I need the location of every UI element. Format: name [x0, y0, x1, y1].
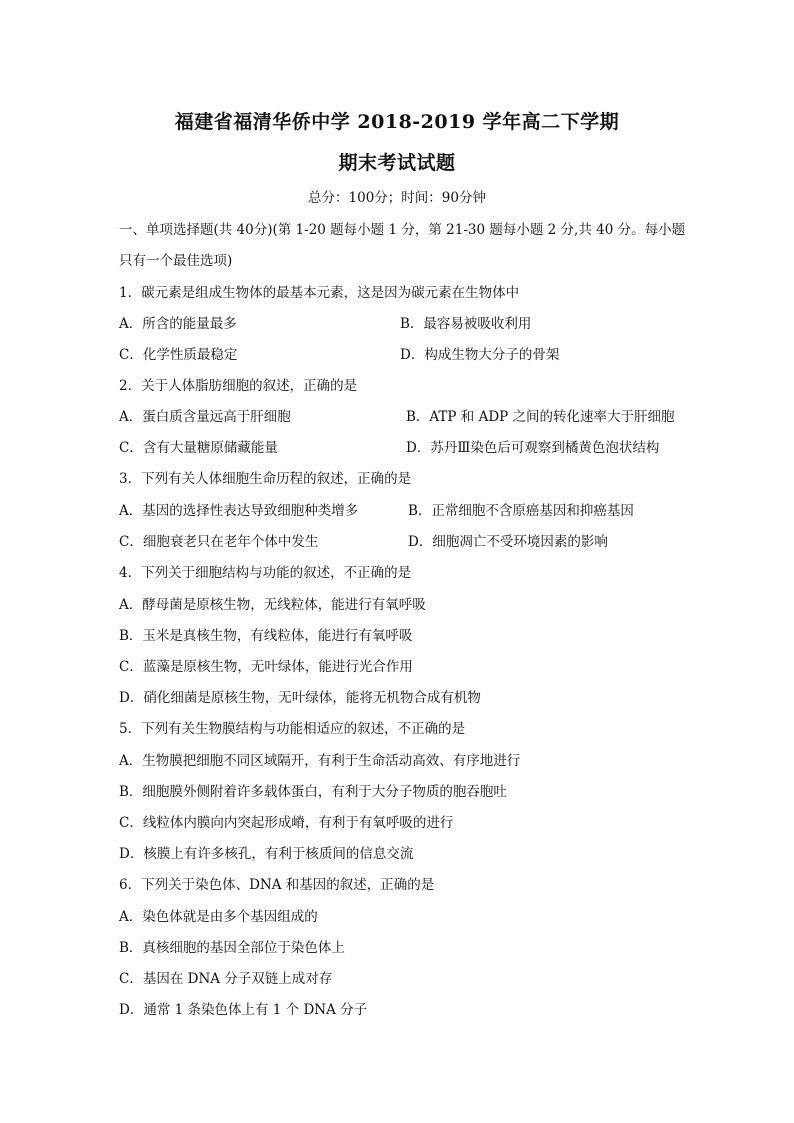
option-b: B．ATP 和 ADP 之间的转化速率大于肝细胞: [406, 409, 675, 425]
question-stem: 4．下列关于细胞结构与功能的叙述，不正确的是: [119, 565, 412, 581]
option-c: C．线粒体内膜向内突起形成嵴，有利于有氧呼吸的进行: [119, 815, 454, 831]
option-a: A．基因的选择性表达导致细胞种类增多: [119, 503, 359, 519]
question-stem: 5．下列有关生物膜结构与功能相适应的叙述，不正确的是: [119, 721, 466, 737]
exam-subtitle: 期末考试试题: [338, 152, 456, 174]
option-c: C．基因在 DNA 分子双链上成对存: [119, 971, 333, 987]
option-a: A．生物膜把细胞不同区域隔开，有利于生命活动高效、有序地进行: [119, 753, 521, 769]
section-heading: 一、单项选择题(共 40分)(第 1-20 题每小题 1 分，第 21-30 题每小题 2 分,共 40 分。每小题: [119, 222, 686, 238]
option-d: D．硝化细菌是原核生物，无叶绿体，能将无机物合成有机物: [119, 690, 481, 706]
option-a: A．酵母菌是原核生物，无线粒体，能进行有氧呼吸: [119, 597, 426, 613]
option-a: A．所含的能量最多: [119, 316, 237, 332]
option-c: C．含有大量糖原储藏能量: [119, 440, 278, 456]
exam-title: 福建省福清华侨中学 2018-2019 学年高二下学期: [174, 111, 620, 133]
question-stem: 2．关于人体脂肪细胞的叙述，正确的是: [119, 378, 358, 394]
question-stem: 1．碳元素是组成生物体的最基本元素，这是因为碳元素在生物体中: [119, 285, 520, 301]
question-stem: 6．下列关于染色体、DNA 和基因的叙述，正确的是: [119, 877, 435, 893]
option-b: B．最容易被吸收利用: [400, 316, 532, 332]
option-b: B．正常细胞不含原癌基因和抑癌基因: [408, 503, 634, 519]
option-d: D．核膜上有许多核孔，有利于核质间的信息交流: [119, 846, 414, 862]
option-d: D．细胞凋亡不受环境因素的影响: [408, 534, 608, 550]
option-b: B．细胞膜外侧附着许多载体蛋白，有利于大分子物质的胞吞胞吐: [119, 784, 507, 800]
option-d: D．通常 1 条染色体上有 1 个 DNA 分子: [119, 1002, 368, 1018]
option-c: C．细胞衰老只在老年个体中发生: [119, 534, 319, 550]
question-stem: 3．下列有关人体细胞生命历程的叙述，正确的是: [119, 471, 412, 487]
option-a: A．蛋白质含量远高于肝细胞: [119, 409, 291, 425]
option-c: C．化学性质最稳定: [119, 347, 238, 363]
section-heading-cont: 只有一个最佳选项): [119, 253, 233, 269]
exam-meta: 总分：100分；时间：90分钟: [308, 190, 486, 206]
option-b: B．玉米是真核生物，有线粒体，能进行有氧呼吸: [119, 628, 413, 644]
option-a: A．染色体就是由多个基因组成的: [119, 909, 318, 925]
option-b: B．真核细胞的基因全部位于染色体上: [119, 940, 345, 956]
option-d: D．构成生物大分子的骨架: [400, 347, 560, 363]
option-d: D．苏丹Ⅲ染色后可观察到橘黄色泡状结构: [406, 440, 660, 456]
option-c: C．蓝藻是原核生物，无叶绿体，能进行光合作用: [119, 659, 413, 675]
